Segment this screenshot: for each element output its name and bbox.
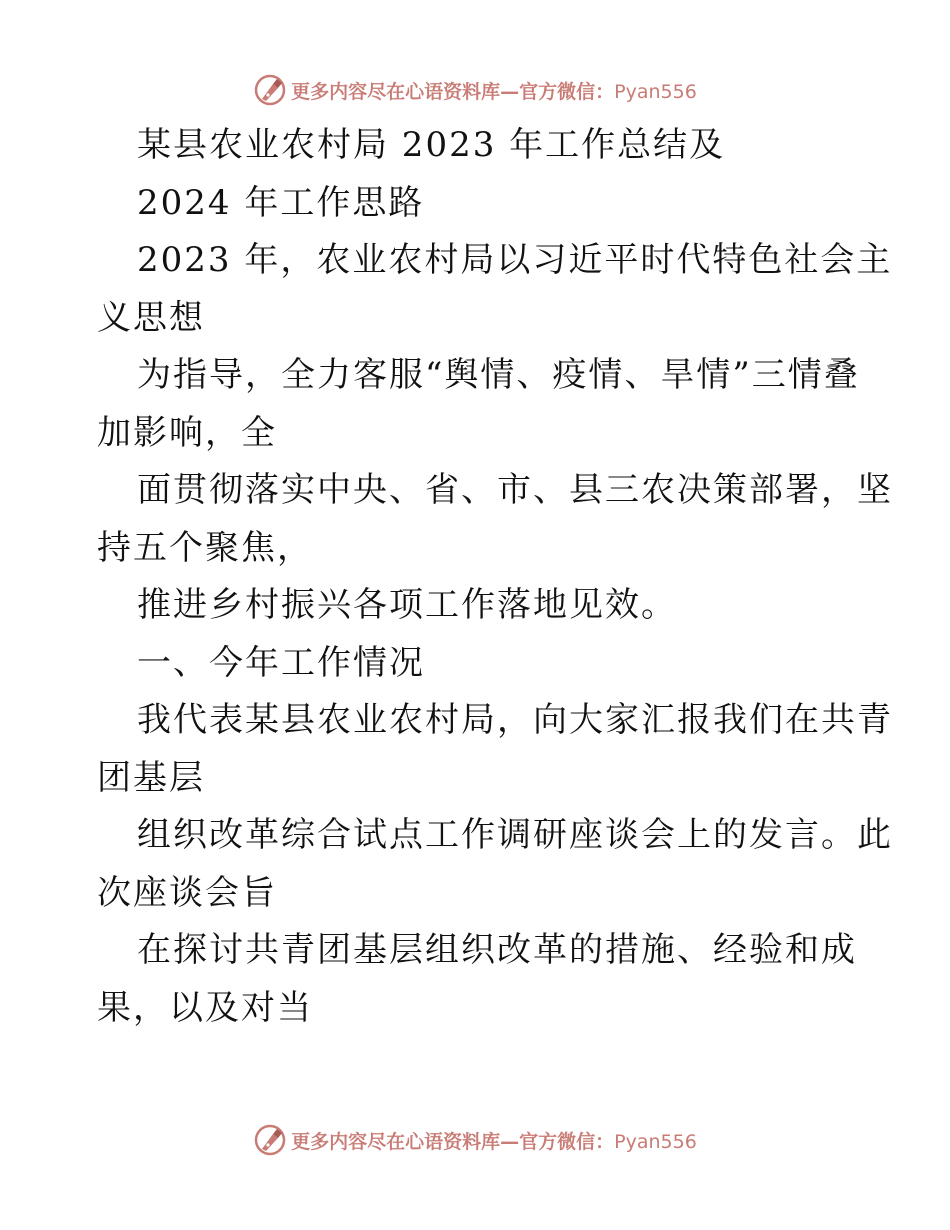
watermark-text: 更多内容尽在心语资料库—官方微信：Pyan556 <box>291 1130 697 1153</box>
paragraph-line: 2023 年，农业农村局以习近平时代特色社会主 <box>137 240 893 280</box>
document-body <box>97 117 893 1037</box>
paragraph-line: 组织改革综合试点工作调研座谈会上的发言。此 <box>137 815 893 855</box>
paragraph-line: 义思想 <box>97 297 205 338</box>
watermark-text: 更多内容尽在心语资料库—官方微信：Pyan556 <box>291 80 697 103</box>
paragraph-line: 面贯彻落实中央、省、市、县三农决策部署，坚 <box>137 470 893 510</box>
pen-nib-logo-icon <box>253 73 287 107</box>
paragraph-line: 我代表某县农业农村局，向大家汇报我们在共青 <box>137 700 893 740</box>
paragraph-line: 持五个聚焦， <box>97 527 313 568</box>
paragraph-line: 推进乡村振兴各项工作落地见效。 <box>137 585 677 625</box>
paragraph-line: 一、今年工作情况 <box>137 642 425 683</box>
paragraph-line: 团基层 <box>97 757 205 798</box>
paragraph-line: 加影响，全 <box>97 412 277 453</box>
pen-nib-logo-icon <box>253 1123 287 1157</box>
footer-watermark <box>0 1120 950 1160</box>
paragraph-line: 在探讨共青团基层组织改革的措施、经验和成 <box>137 930 857 970</box>
paragraph-line: 次座谈会旨 <box>97 872 277 913</box>
header-watermark <box>0 70 950 110</box>
document-title-line: 2024 年工作思路 <box>137 182 425 223</box>
paragraph-line: 果，以及对当 <box>97 987 313 1028</box>
document-title-line: 某县农业农村局 2023 年工作总结及 <box>137 125 726 165</box>
paragraph-line: 为指导，全力客服“舆情、疫情、旱情”三情叠 <box>137 355 860 395</box>
